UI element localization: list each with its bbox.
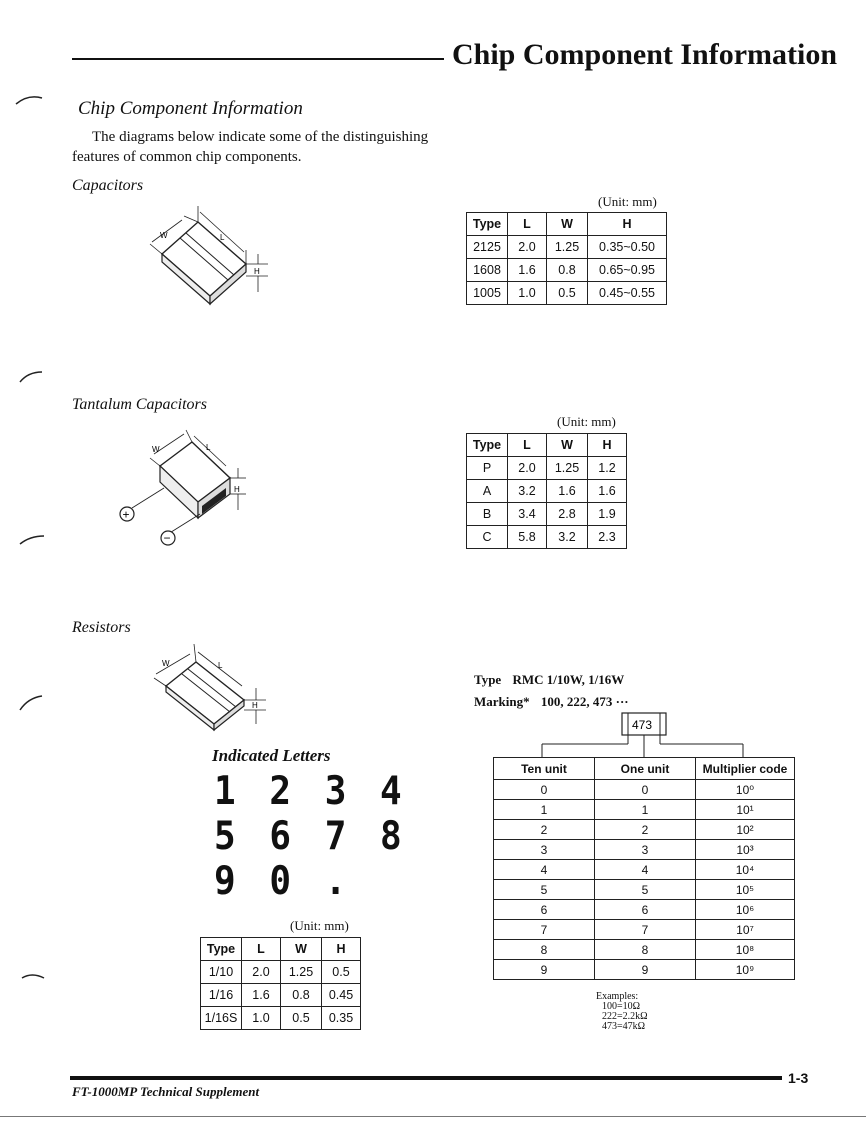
table-cell: 0.35~0.50 bbox=[588, 236, 667, 259]
table-row bbox=[467, 282, 667, 305]
dim-l-label: L bbox=[206, 443, 211, 452]
indicated-letters-title: Indicated Letters bbox=[212, 746, 331, 765]
table-cell: 1/10 bbox=[201, 961, 242, 984]
table-row bbox=[201, 1007, 361, 1030]
dim-h-label: H bbox=[252, 701, 258, 710]
example-item: 222=2.2kΩ bbox=[602, 1011, 648, 1022]
col-one-unit: One unit bbox=[595, 758, 696, 780]
table-cell: 10⁹ bbox=[696, 960, 795, 980]
capacitors-table bbox=[466, 212, 667, 305]
marking-line bbox=[474, 694, 629, 710]
table-cell: 3.2 bbox=[508, 480, 547, 503]
table-cell: 4 bbox=[494, 860, 595, 880]
resistors-table bbox=[200, 937, 361, 1030]
dim-w-label: W bbox=[152, 445, 160, 454]
table-cell: 1 bbox=[494, 800, 595, 820]
table-row bbox=[494, 960, 795, 980]
binder-mark-icon bbox=[20, 970, 50, 990]
type-label: Type bbox=[474, 672, 502, 687]
table-cell: 7 bbox=[494, 920, 595, 940]
page-title: Chip Component Information bbox=[452, 38, 838, 71]
capacitor-diagram bbox=[140, 206, 280, 306]
type-line bbox=[474, 672, 624, 688]
table-cell: 2.8 bbox=[547, 503, 588, 526]
table-cell: 0 bbox=[494, 780, 595, 800]
table-cell: 1.6 bbox=[588, 480, 627, 503]
table-row bbox=[467, 503, 627, 526]
table-cell: 0.5 bbox=[547, 282, 588, 305]
table-cell: 4 bbox=[595, 860, 696, 880]
dim-w-label: W bbox=[160, 231, 168, 240]
col-type: Type bbox=[201, 938, 242, 961]
page-edge bbox=[0, 1116, 866, 1117]
table-row bbox=[201, 961, 361, 984]
header-rule bbox=[72, 58, 444, 60]
table-row bbox=[494, 880, 795, 900]
page-number: 1-3 bbox=[788, 1070, 809, 1086]
table-cell: 1.2 bbox=[588, 457, 627, 480]
table-cell: 1.0 bbox=[508, 282, 547, 305]
table-cell: 1.6 bbox=[242, 984, 281, 1007]
table-cell: 1608 bbox=[467, 259, 508, 282]
marking-bracket-diagram bbox=[540, 712, 750, 762]
table-row bbox=[467, 259, 667, 282]
table-cell: 7 bbox=[595, 920, 696, 940]
table-cell: 9 bbox=[595, 960, 696, 980]
table-cell: 5.8 bbox=[508, 526, 547, 549]
table-cell: 5 bbox=[494, 880, 595, 900]
table-cell: 5 bbox=[595, 880, 696, 900]
col-type: Type bbox=[467, 213, 508, 236]
dim-h-label: H bbox=[254, 267, 260, 276]
col-type: Type bbox=[467, 434, 508, 457]
table-cell: 8 bbox=[494, 940, 595, 960]
code-box-text: 473 bbox=[632, 718, 653, 732]
table-row bbox=[494, 940, 795, 960]
examples-label: Examples: bbox=[596, 991, 639, 1002]
table-cell: 10⁵ bbox=[696, 880, 795, 900]
unit-label: (Unit: mm) bbox=[557, 414, 616, 429]
table-cell: 0 bbox=[595, 780, 696, 800]
table-row bbox=[467, 236, 667, 259]
marking-value: 100, 222, 473 ··· bbox=[540, 694, 629, 709]
unit-label: (Unit: mm) bbox=[290, 918, 349, 933]
table-cell: 10⁴ bbox=[696, 860, 795, 880]
binder-mark-icon bbox=[18, 694, 48, 714]
table-row bbox=[494, 820, 795, 840]
marking-code-table bbox=[493, 757, 795, 980]
table-cell: 1.0 bbox=[242, 1007, 281, 1030]
col-l: L bbox=[242, 938, 281, 961]
col-w: W bbox=[547, 434, 588, 457]
table-cell: 10⁷ bbox=[696, 920, 795, 940]
minus-icon: − bbox=[163, 531, 171, 545]
col-w: W bbox=[281, 938, 322, 961]
table-cell: 0.5 bbox=[281, 1007, 322, 1030]
table-cell: 3.2 bbox=[547, 526, 588, 549]
tantalum-title: Tantalum Capacitors bbox=[72, 396, 207, 413]
example-item: 100=10Ω bbox=[602, 1001, 641, 1012]
table-cell: 1 bbox=[595, 800, 696, 820]
binder-mark-icon bbox=[18, 532, 48, 552]
table-cell: 2.0 bbox=[508, 457, 547, 480]
footer-doc-title: FT-1000MP Technical Supplement bbox=[72, 1084, 260, 1099]
table-cell: C bbox=[467, 526, 508, 549]
table-cell: 10³ bbox=[696, 840, 795, 860]
col-multiplier: Multiplier code bbox=[696, 758, 795, 780]
indicated-letters-row: 5 6 7 8 bbox=[214, 813, 408, 859]
table-row bbox=[467, 480, 627, 503]
table-cell: 2.3 bbox=[588, 526, 627, 549]
table-row bbox=[494, 900, 795, 920]
examples-block bbox=[596, 992, 648, 1032]
col-h: H bbox=[588, 434, 627, 457]
intro-text: The diagrams below indicate some of the distinguishing features of common chip components. bbox=[72, 129, 429, 165]
table-cell: 10⁰ bbox=[696, 780, 795, 800]
unit-label: (Unit: mm) bbox=[598, 194, 657, 209]
table-cell: 0.35 bbox=[322, 1007, 361, 1030]
capacitors-title: Capacitors bbox=[72, 177, 144, 194]
table-row bbox=[467, 457, 627, 480]
table-row bbox=[201, 984, 361, 1007]
table-row bbox=[467, 526, 627, 549]
table-cell: 1.6 bbox=[547, 480, 588, 503]
binder-mark-icon bbox=[14, 92, 44, 112]
table-row bbox=[494, 800, 795, 820]
col-l: L bbox=[508, 434, 547, 457]
col-l: L bbox=[508, 213, 547, 236]
table-cell: 1.25 bbox=[281, 961, 322, 984]
table-cell: 1.25 bbox=[547, 236, 588, 259]
table-cell: 0.8 bbox=[281, 984, 322, 1007]
table-cell: 1.9 bbox=[588, 503, 627, 526]
marking-label: Marking* bbox=[474, 694, 530, 709]
table-cell: 2.0 bbox=[508, 236, 547, 259]
col-h: H bbox=[322, 938, 361, 961]
example-item: 473=47kΩ bbox=[602, 1021, 646, 1032]
tantalum-diagram bbox=[114, 430, 264, 550]
table-cell: 3 bbox=[595, 840, 696, 860]
table-row bbox=[494, 920, 795, 940]
table-row bbox=[494, 860, 795, 880]
table-cell: 0.45~0.55 bbox=[588, 282, 667, 305]
table-cell: 10¹ bbox=[696, 800, 795, 820]
resistor-diagram bbox=[146, 640, 276, 730]
footer-rule bbox=[70, 1076, 782, 1080]
dim-h-label: H bbox=[234, 485, 240, 494]
table-cell: 8 bbox=[595, 940, 696, 960]
col-ten-unit: Ten unit bbox=[494, 758, 595, 780]
table-cell: 2 bbox=[595, 820, 696, 840]
table-cell: 2125 bbox=[467, 236, 508, 259]
table-cell: 1/16 bbox=[201, 984, 242, 1007]
dim-l-label: L bbox=[220, 233, 225, 242]
tantalum-table bbox=[466, 433, 627, 549]
indicated-letters-row: 9 0 . bbox=[214, 858, 353, 904]
table-cell: 0.45 bbox=[322, 984, 361, 1007]
section-title: Chip Component Information bbox=[78, 98, 303, 119]
table-cell: 3.4 bbox=[508, 503, 547, 526]
table-cell: 9 bbox=[494, 960, 595, 980]
table-cell: B bbox=[467, 503, 508, 526]
table-cell: 1.6 bbox=[508, 259, 547, 282]
table-cell: 0.8 bbox=[547, 259, 588, 282]
table-cell: 10⁸ bbox=[696, 940, 795, 960]
table-cell: 1.25 bbox=[547, 457, 588, 480]
indicated-letters-row: 1 2 3 4 bbox=[214, 768, 408, 814]
table-cell: P bbox=[467, 457, 508, 480]
table-cell: 3 bbox=[494, 840, 595, 860]
table-cell: 10⁶ bbox=[696, 900, 795, 920]
table-cell: A bbox=[467, 480, 508, 503]
table-cell: 6 bbox=[494, 900, 595, 920]
table-cell: 2 bbox=[494, 820, 595, 840]
table-row bbox=[494, 780, 795, 800]
table-cell: 0.65~0.95 bbox=[588, 259, 667, 282]
resistors-title: Resistors bbox=[72, 619, 131, 636]
type-value: RMC 1/10W, 1/16W bbox=[512, 672, 625, 687]
table-row bbox=[494, 840, 795, 860]
plus-icon: + bbox=[122, 507, 130, 522]
table-cell: 1005 bbox=[467, 282, 508, 305]
table-cell: 0.5 bbox=[322, 961, 361, 984]
table-cell: 6 bbox=[595, 900, 696, 920]
table-cell: 10² bbox=[696, 820, 795, 840]
binder-mark-icon bbox=[18, 368, 48, 388]
col-w: W bbox=[547, 213, 588, 236]
table-cell: 1/16S bbox=[201, 1007, 242, 1030]
table-cell: 2.0 bbox=[242, 961, 281, 984]
dim-l-label: L bbox=[218, 661, 223, 670]
col-h: H bbox=[588, 213, 667, 236]
dim-w-label: W bbox=[162, 659, 170, 668]
